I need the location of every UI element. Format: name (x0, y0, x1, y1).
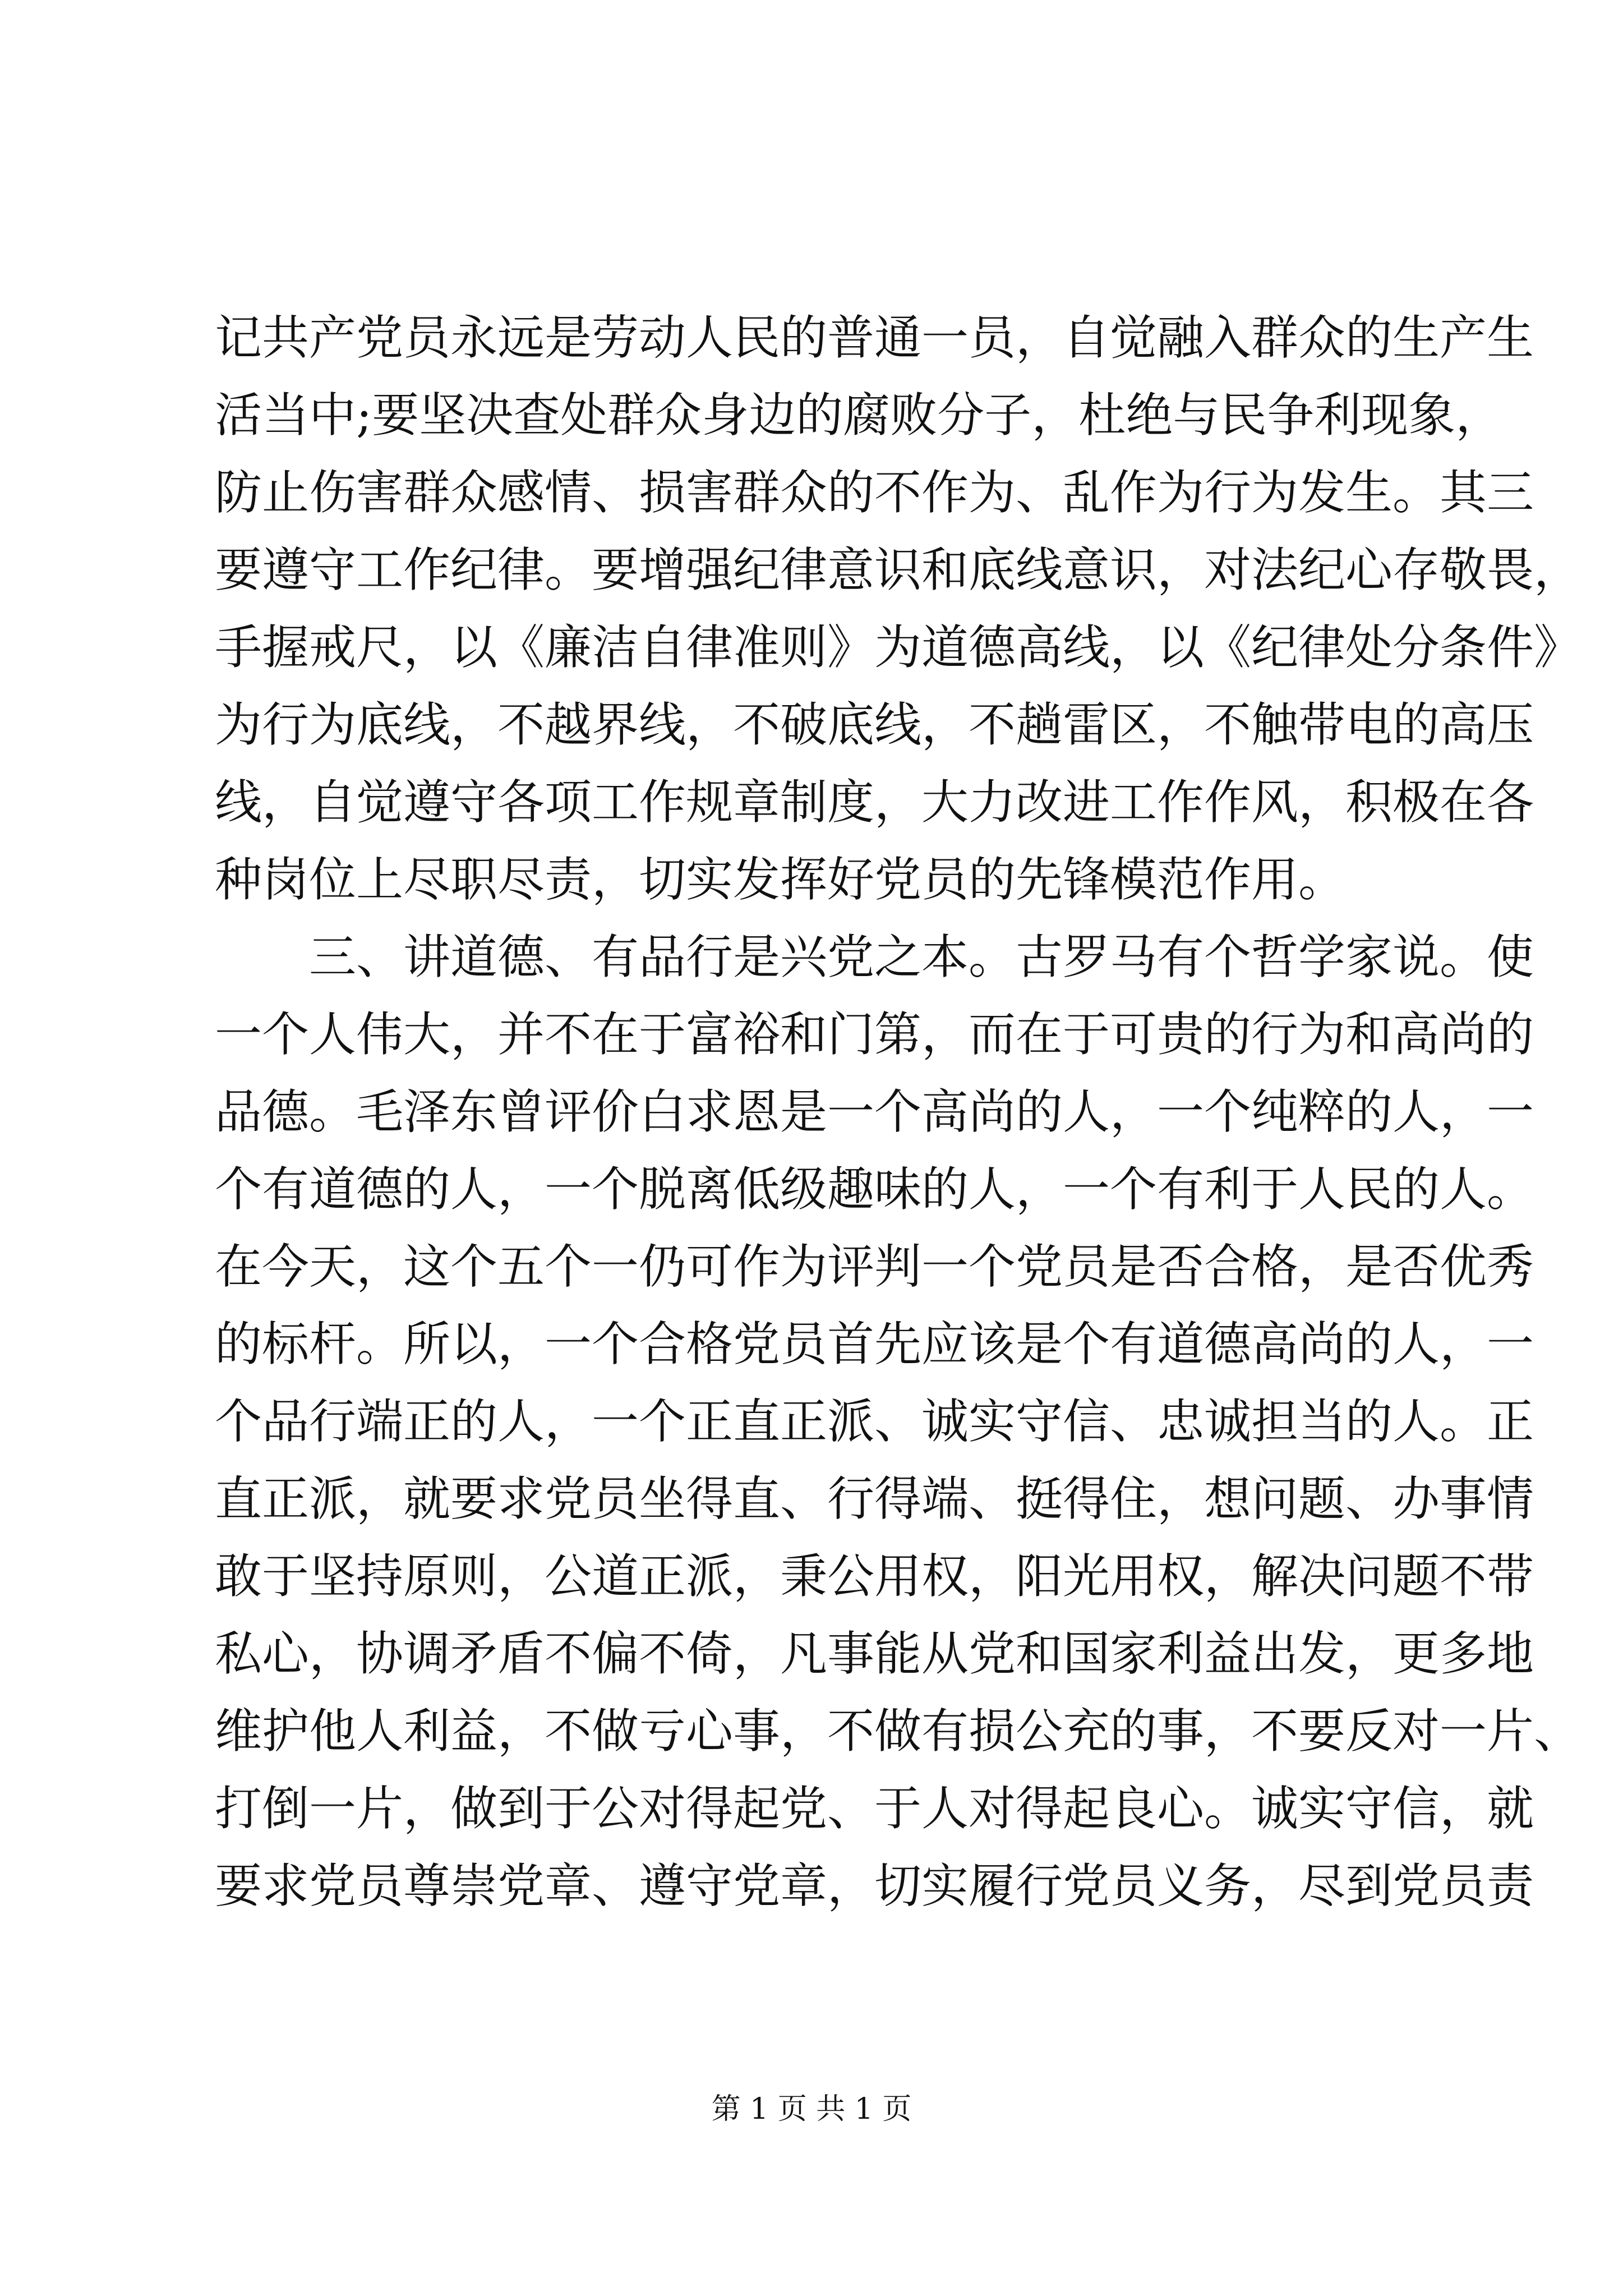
text-line: 要求党员尊崇党章、遵守党章，切实履行党员义务，尽到党员责 (215, 1858, 1534, 1913)
text-line: 敢于坚持原则，公道正派，秉公用权，阳光用权，解决问题不带 (215, 1549, 1534, 1604)
text-line: 私心，协调矛盾不偏不倚，凡事能从党和国家利益出发，更多地 (215, 1626, 1534, 1681)
body-text (215, 299, 1581, 1925)
text-line: 活当中;要坚决查处群众身边的腐败分子，杜绝与民争利现象， (215, 388, 1503, 443)
text-line: 要遵守工作纪律。要增强纪律意识和底线意识，对法纪心存敬畏， (215, 542, 1581, 597)
text-line: 品德。毛泽东曾评价白求恩是一个高尚的人，一个纯粹的人，一 (215, 1084, 1534, 1139)
text-line: 为行为底线，不越界线，不破底线，不趟雷区，不触带电的高压 (215, 697, 1534, 752)
text-line: 个品行端正的人，一个正直正派、诚实守信、忠诚担当的人。正 (215, 1394, 1534, 1449)
text-line: 维护他人利益，不做亏心事，不做有损公充的事，不要反对一片、 (215, 1704, 1581, 1759)
text-line: 打倒一片，做到于公对得起党、于人对得起良心。诚实守信，就 (215, 1781, 1534, 1836)
text-line: 在今天，这个五个一仍可作为评判一个党员是否合格，是否优秀 (215, 1239, 1534, 1294)
text-line: 的标杆。所以，一个合格党员首先应该是个有道德高尚的人，一 (215, 1317, 1534, 1372)
text-line: 手握戒尺，以《廉洁自律准则》为道德高线，以《纪律处分条件》 (215, 620, 1581, 675)
text-line: 线，自觉遵守各项工作规章制度，大力改进工作作风，积极在各 (215, 775, 1534, 830)
text-line: 种岗位上尽职尽责，切实发挥好党员的先锋模范作用。 (215, 852, 1346, 907)
text-line: 个有道德的人，一个脱离低级趣味的人，一个有利于人民的人。 (215, 1162, 1534, 1217)
page-footer: 第 1 页 共 1 页 (711, 2092, 912, 2126)
text-line: 防止伤害群众感情、损害群众的不作为、乱作为行为发生。其三 (215, 465, 1534, 520)
text-line: 直正派，就要求党员坐得直、行得端、挺得住，想问题、办事情 (215, 1471, 1534, 1526)
text-line: 记共产党员永远是劳动人民的普通一员，自觉融入群众的生产生 (215, 310, 1534, 365)
text-line: 三、讲道德、有品行是兴党之本。古罗马有个哲学家说。使 (215, 930, 1534, 984)
text-line: 一个人伟大，并不在于富裕和门第，而在于可贵的行为和高尚的 (215, 1007, 1534, 1062)
